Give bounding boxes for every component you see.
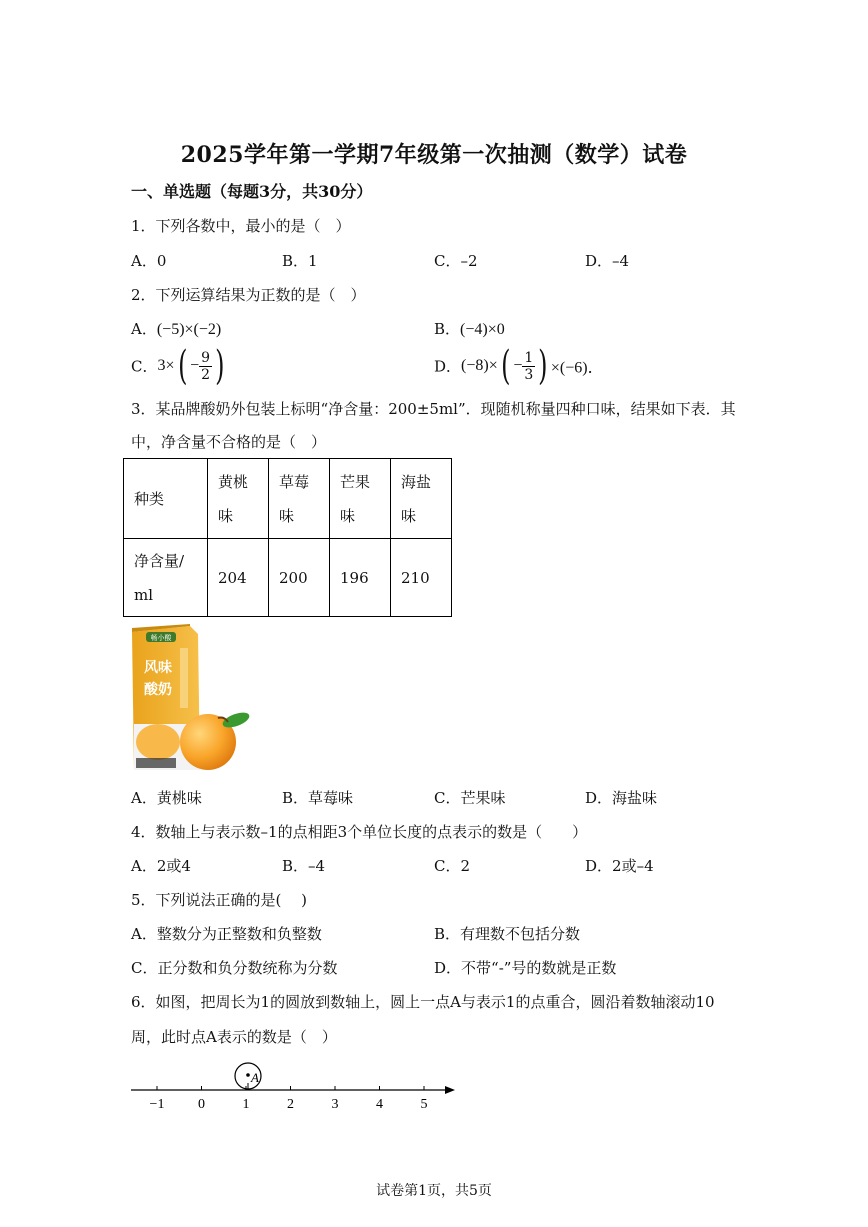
q3-option-d: D．海盐味 [585, 789, 658, 807]
table-cell: 196 [330, 539, 391, 617]
q2-option-d: D．(−8)×( − $\frac{1}{3}$ ) ×(−6)． [434, 343, 604, 389]
q2-option-c: C．3×( − $\frac{9}{2}$ ) [131, 343, 225, 389]
table-cell: 204 [208, 539, 269, 617]
axis-tick-label: 5 [420, 1097, 428, 1112]
svg-text:酸奶: 酸奶 [144, 682, 172, 698]
q2-option-d-sign: − [513, 357, 523, 374]
q2-option-a [131, 318, 221, 339]
q2-option-c-sign: − [190, 357, 200, 374]
q2-option-c-label: C． [131, 357, 158, 376]
q2-option-a-expr: (−5)×(−2) [156, 321, 222, 338]
question-6-stem-line1: 6．如图，把周长为1的圆放到数轴上，圆上一点A与表示1的点重合，圆沿着数轴滚动10 [131, 993, 715, 1011]
axis-tick-label: 0 [198, 1097, 205, 1112]
axis-tick-label: 4 [376, 1097, 383, 1112]
net-content-table [123, 458, 452, 617]
q5-option-d: D．不带“-”号的数就是正数 [434, 959, 617, 977]
question-1-stem: 1．下列各数中，最小的是（ ） [131, 217, 351, 235]
q1-option-c: C．–2 [434, 252, 478, 270]
point-a-label: A [251, 1070, 259, 1085]
axis-tick-label: −1 [149, 1097, 165, 1112]
table-row-label: 净含量/ml [124, 539, 208, 617]
q2-option-d-fraction: $\frac{1}{3}$ [524, 349, 534, 383]
question-5-stem: 5．下列说法正确的是( ) [131, 891, 308, 909]
q4-option-d: D．2或–4 [585, 857, 654, 875]
page-footer: 试卷第1页，共5页 [376, 1183, 492, 1199]
axis-tick-label: 1 [242, 1097, 250, 1112]
axis-arrow-icon [445, 1086, 455, 1094]
yogurt-product-image [128, 624, 253, 772]
q2-option-c-pre: 3× [157, 357, 175, 374]
q2-option-a-label: A． [131, 320, 157, 338]
q3-option-b: B．草莓味 [282, 789, 354, 807]
table-cell: 200 [269, 539, 330, 617]
table-header-cell: 种类 [124, 459, 208, 539]
page-title: 2025学年第一学期7年级第一次抽测（数学）试卷 [180, 142, 688, 168]
q2-option-b [434, 318, 505, 339]
q1-option-d: D．–4 [585, 252, 630, 270]
product-brand: 畅小酸 [150, 634, 172, 642]
q4-option-c: C．2 [434, 857, 471, 875]
question-3-stem-line2: 中，净含量不合格的是（ ） [131, 433, 327, 451]
q5-option-c: C．正分数和负分数统称为分数 [131, 959, 338, 977]
svg-text:风味: 风味 [144, 660, 172, 676]
q2-option-b-label: B． [434, 320, 461, 338]
q1-option-a: A．0 [131, 252, 167, 270]
q4-option-a: A．2或4 [131, 857, 191, 875]
question-3-stem-line1: 3．某品牌酸奶外包装上标明“净含量：200±5ml”．现随机称量四种口味，结果如下表．其 [131, 400, 736, 418]
question-6-stem-line2: 周，此时点A表示的数是（ ） [131, 1028, 337, 1046]
q2-option-c-fraction: $\frac{9}{2}$ [201, 349, 211, 383]
axis-tick-label: 3 [331, 1097, 339, 1112]
table-header-cell: 芒果味 [330, 459, 391, 539]
q3-option-a: A．黄桃味 [131, 789, 202, 807]
q4-option-b: B．–4 [282, 857, 326, 875]
number-line-figure [125, 1058, 465, 1114]
table-header-cell: 草莓味 [269, 459, 330, 539]
q2-option-d-label: D． [434, 357, 462, 376]
axis-tick-label: 2 [287, 1097, 294, 1112]
q1-option-b: B．1 [282, 252, 318, 270]
table-cell: 210 [391, 539, 452, 617]
q2-option-d-pre: (−8)× [461, 357, 498, 374]
q2-option-b-expr: (−4)×0 [460, 321, 505, 338]
q5-option-a: A．整数分为正整数和负整数 [131, 925, 322, 943]
q5-option-b: B．有理数不包括分数 [434, 925, 581, 943]
circle-center-dot [246, 1073, 250, 1077]
section-heading: 一、单选题（每题3分，共30分） [131, 182, 373, 201]
question-2-stem: 2．下列运算结果为正数的是（ ） [131, 286, 366, 304]
q2-option-d-post: ×(−6)． [550, 359, 604, 377]
table-header-cell: 黄桃味 [208, 459, 269, 539]
question-4-stem: 4．数轴上与表示数–1的点相距3个单位长度的点表示的数是（ ） [131, 823, 588, 841]
table-header-cell: 海盐味 [391, 459, 452, 539]
q3-option-c: C．芒果味 [434, 789, 506, 807]
